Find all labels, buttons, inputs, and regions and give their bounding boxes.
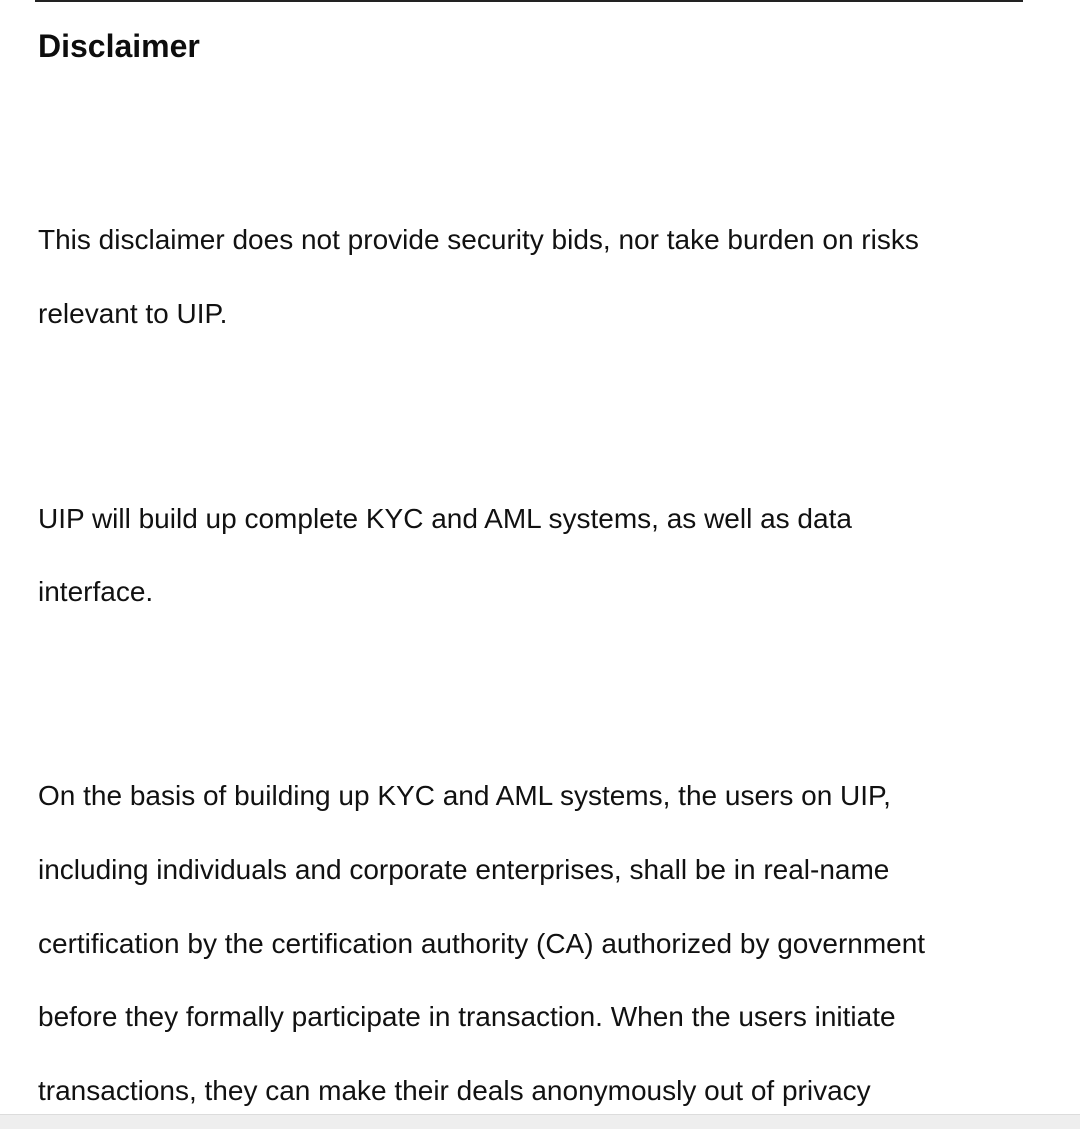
- paragraph-line: before they formally participate in transaction. When the users initiate: [38, 1001, 896, 1032]
- paragraph-line: certification by the certification authority (CA) authorized by government: [38, 928, 926, 959]
- paragraph-line: On the basis of building up KYC and AML systems, the users on UIP,: [38, 780, 891, 811]
- top-divider: [35, 0, 1023, 2]
- paragraph-line: including individuals and corporate enterprises, shall be in real-name: [38, 854, 890, 885]
- bottom-scroll-strip: [0, 1114, 1080, 1129]
- document-heading: Disclaimer: [38, 28, 200, 64]
- paragraph-line: interface.: [38, 576, 154, 607]
- paragraph-line: relevant to UIP.: [38, 298, 228, 329]
- paragraph-line: UIP will build up complete KYC and AML systems, as well as data: [38, 503, 852, 534]
- paragraph-line: transactions, they can make their deals anonymously out of privacy: [38, 1075, 871, 1106]
- paragraph-line: This disclaimer does not provide security bids, nor take burden on risks: [38, 224, 919, 255]
